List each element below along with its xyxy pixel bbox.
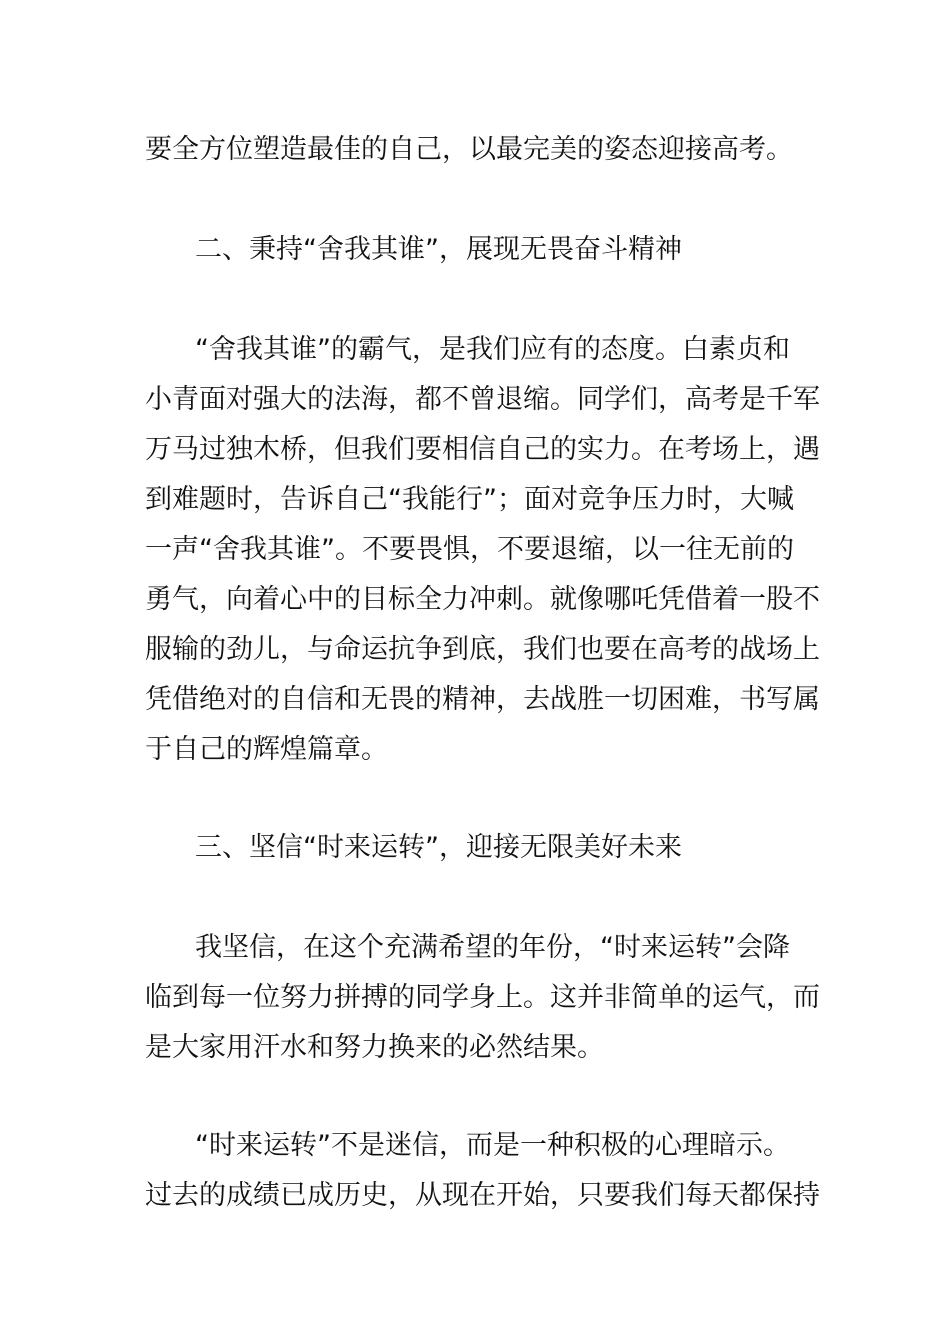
paragraph-line: 于自己的辉煌篇章。 — [145, 734, 388, 765]
paragraph-line: 小青面对强大的法海，都不曾退缩。同学们，高考是千军 — [145, 384, 820, 415]
paragraph-line: 服输的劲儿，与命运抗争到底，我们也要在高考的战场上 — [145, 634, 820, 665]
section-heading-2: 二、秉持“舍我其谁”，展现无畏奋斗精神 — [195, 234, 682, 265]
paragraph-line: 万马过独木桥，但我们要相信自己的实力。在考场上，遇 — [145, 434, 820, 465]
paragraph-line: 到难题时，告诉自己“我能行”；面对竞争压力时，大喊 — [145, 484, 794, 515]
paragraph-line: 凭借绝对的自信和无畏的精神，去战胜一切困难，书写属 — [145, 684, 820, 715]
paragraph-line: “舍我其谁”的霸气，是我们应有的态度。白素贞和 — [195, 334, 790, 365]
paragraph-line: 勇气，向着心中的目标全力冲刺。就像哪吒凭借着一股不 — [145, 584, 820, 615]
paragraph-line: 是大家用汗水和努力换来的必然结果。 — [145, 1032, 604, 1063]
section-heading-3: 三、坚信“时来运转”，迎接无限美好未来 — [195, 832, 682, 863]
paragraph-line: 一声“舍我其谁”。不要畏惧，不要退缩，以一往无前的 — [145, 534, 794, 565]
paragraph-line: 我坚信，在这个充满希望的年份，“时来运转”会降 — [195, 932, 790, 963]
paragraph-line: 过去的成绩已成历史，从现在开始，只要我们每天都保持 — [145, 1180, 820, 1211]
paragraph-line: “时来运转”不是迷信，而是一种积极的心理暗示。 — [195, 1130, 790, 1161]
paragraph-line: 临到每一位努力拼搏的同学身上。这并非简单的运气，而 — [145, 982, 820, 1013]
paragraph-line: 要全方位塑造最佳的自己，以最完美的姿态迎接高考。 — [145, 134, 793, 165]
